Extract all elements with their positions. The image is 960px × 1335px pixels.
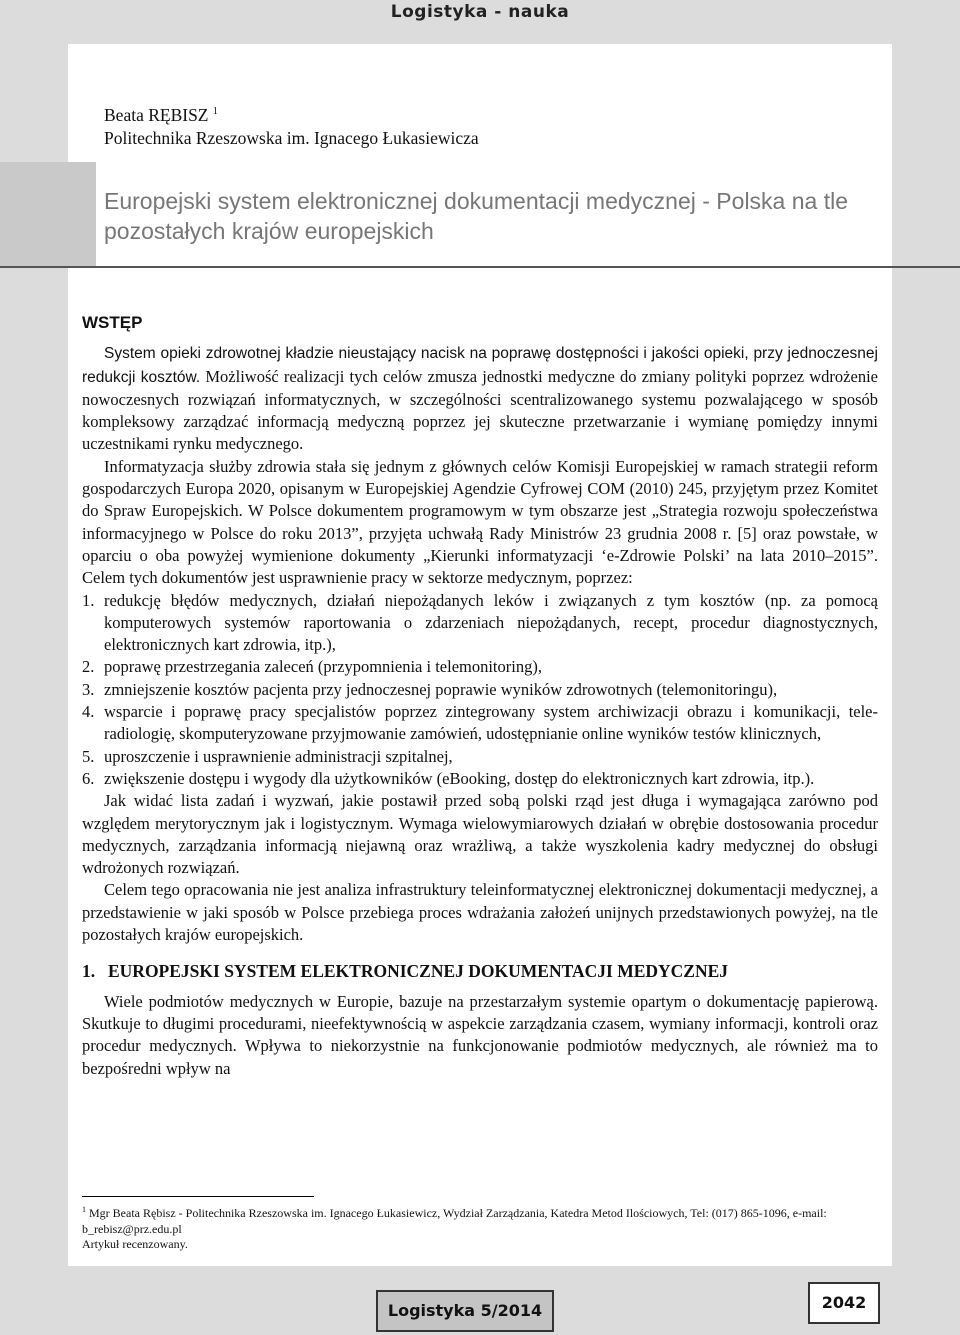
footnote	[82, 1202, 862, 1253]
list-item	[82, 768, 878, 790]
list-item	[82, 701, 878, 746]
list-item-number: 1.	[82, 590, 95, 610]
goals-list	[82, 590, 878, 791]
intro-paragraph-4: Celem tego opracowania nie jest analiza infrastruktury teleinformatycznej elektronicznej dokumentacji medycznej, a przedstawienie w jaki sposób w Polsce przebiega proces wdrażania założeń unijnych przedstawionych powyżej, na tle pozostałych krajów europejskich.	[82, 880, 878, 945]
title-accent-block	[0, 162, 96, 268]
section-1-title: EUROPEJSKI SYSTEM ELEKTRONICZNEJ DOKUMENTACJI MEDYCZNEJ	[108, 961, 729, 982]
article-title: Europejski system elektronicznej dokumentacji medycznej - Polska na tle pozostałych krajów europejskich	[104, 188, 848, 244]
list-item-text: redukcję błędów medycznych, działań niepożądanych leków i związanych z tym kosztów (np. za pomocą komputerowych systemów raportowania o zdarzeniach niepożądanych, recept, procedur diagnostycznych, elektronicznych kart zdrowia, itp.),	[104, 590, 878, 655]
list-item-text: zmniejszenie kosztów pacjenta przy jednoczesnej poprawie wyników zdrowotnych (telemonitoringu),	[104, 679, 778, 699]
intro-paragraph-3: Jak widać lista zadań i wyzwań, jakie postawił przed sobą polski rząd jest długa i wymagająca zarówno pod względem merytorycznym jak i logistycznym. Wymaga wielowymiarowych działań w obrębie dostosowania procedur medycznych, zarządzania informacją niejawną oraz wrażliwą, a także wyszkolenia kadry medycznej do obsługi wdrożonych rozwiązań.	[82, 791, 878, 878]
intro-paragraph-1-sans: System opieki zdrowotnej kładzie nieustający nacisk na poprawę dostępności i jakości opieki, przy jednoczesnej redukcji kosztów.	[82, 345, 878, 386]
article-body	[82, 312, 878, 1080]
author-block	[104, 100, 479, 150]
author-footnote-mark: 1	[212, 106, 218, 117]
list-item	[82, 679, 878, 701]
journal-section-header: Logistyka - nauka	[390, 2, 570, 22]
intro-paragraph-1-rest: Możliwość realizacji tych celów zmusza jednostki medyczne do zmiany polityki poprzez wdrożenie nowoczesnych rozwiązań informatycznych, w szczególności scentralizowanego systemu pozwalającego w sposób kompleksowy zarządzać informacją medyczną poprzez jej skuteczne przetwarzanie i wymianę pomiędzy innymi uczestnikami rynku medycznego.	[82, 366, 878, 454]
footnote-text: Mgr Beata Rębisz - Politechnika Rzeszowska im. Ignacego Łukasiewicz, Wydział Zarządzania, Katedra Metod Ilościowych, Tel: (017) 865-1096, e-mail: b_rebisz@prz.edu.pl	[82, 1206, 827, 1236]
list-item-number: 4.	[82, 702, 95, 722]
list-item-text: uproszczenie i usprawnienie administracji szpitalnej,	[104, 746, 453, 766]
intro-heading: WSTĘP	[82, 313, 143, 332]
list-item-number: 6.	[82, 768, 95, 788]
list-item-number: 2.	[82, 657, 95, 677]
author-affiliation: Politechnika Rzeszowska im. Ignacego Łukasiewicza	[104, 127, 479, 148]
section-1-heading	[82, 960, 878, 982]
list-item	[82, 746, 878, 768]
list-item-number: 3.	[82, 679, 95, 699]
section-1-paragraph-1: Wiele podmiotów medycznych w Europie, bazuje na przestarzałym systemie opartym o dokumentację papierową. Skutkuje to długimi procedurami, nieefektywnością w aspekcie zarządzania czasem, wymiany informacji, kontroli oraz procedur medycznych. Wpływa to niekorzystnie na funkcjonowanie podmiotów medycznych, ale również ma to bezpośredni wpływ na	[82, 991, 878, 1078]
list-item-number: 5.	[82, 746, 95, 766]
list-item-text: wsparcie i poprawę pracy specjalistów poprzez zintegrowany system archiwizacji obrazu i komunikacji, tele-radiologię, skomputeryzowane przyjmowanie zamówień, udostępnianie online wyników testów klinicznych,	[104, 702, 878, 744]
list-item	[82, 656, 878, 678]
author-name-line	[104, 100, 479, 127]
footnote-separator	[82, 1196, 314, 1197]
list-item-text: poprawę przestrzegania zaleceń (przypomnienia i telemonitoring),	[104, 657, 542, 677]
author-name: Beata RĘBISZ	[104, 104, 209, 125]
section-1-number: 1.	[82, 961, 96, 982]
intro-paragraph-1	[82, 342, 878, 455]
list-item-text: zwiększenie dostępu i wygody dla użytkowników (eBooking, dostęp do elektronicznych kart zdrowia, itp.).	[104, 768, 815, 788]
journal-issue-label: Logistyka 5/2014	[376, 1290, 554, 1332]
title-underline	[0, 266, 960, 268]
page-number: 2042	[808, 1282, 880, 1324]
footnote-mark: 1	[82, 1205, 86, 1214]
review-note: Artykuł recenzowany.	[82, 1237, 188, 1251]
list-item	[82, 590, 878, 657]
intro-paragraph-2: Informatyzacja służby zdrowia stała się jednym z głównych celów Komisji Europejskiej w ramach strategii reform gospodarczych Europa 2020, opisanym w Europejskiej Agendzie Cyfrowej COM (2010) 245, przyjętym przez Komitet do Spraw Europejskich. W Polsce dokumentem programowym w tym obszarze jest „Strategia rozwoju społeczeństwa informacyjnego w Polsce do roku 2013”, przyjęta uchwałą Rady Ministrów 23 grudnia 2008 r. [5] oraz powstałe, w oparciu o oba powyżej wymienione dokumenty „Kierunki informatyzacji ‘e-Zdrowie Polski’ na lata 2010–2015”. Celem tych dokumentów jest usprawnienie pracy w sektorze medycznym, poprzez:	[82, 456, 878, 588]
footnote-line	[82, 1202, 862, 1237]
